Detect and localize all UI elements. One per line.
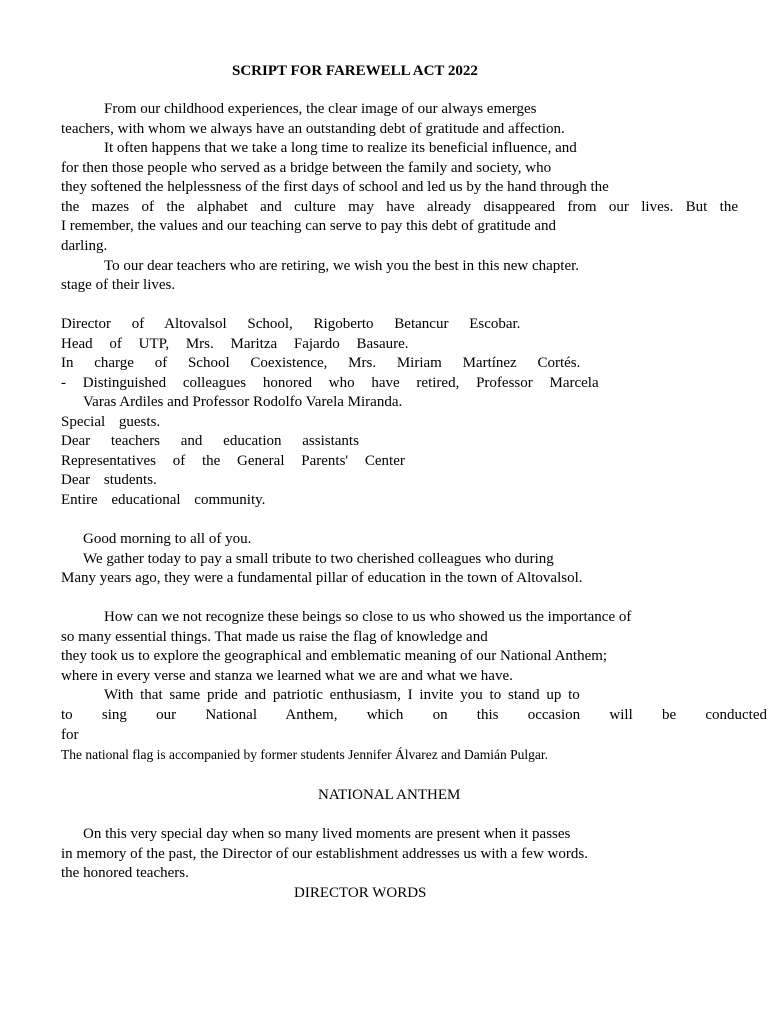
greeting-line: In charge of School Coexistence, Mrs. Miriam Martínez Cortés. (61, 355, 581, 371)
paragraph-line: It often happens that we take a long time to realize its beneficial influence, and (104, 140, 577, 156)
welcome-line: Good morning to all of you. (83, 531, 252, 547)
paragraph-line: The national flag is accompanied by former students Jennifer Álvarez and Damián Pulgar. (61, 747, 548, 762)
paragraph-line: stage of their lives. (61, 277, 176, 293)
paragraph-line: From our childhood experiences, the clear image of our always emerges (104, 101, 537, 117)
paragraph-line: they took us to explore the geographical and emblematic meaning of our National Anthem; (61, 648, 608, 664)
paragraph-line: To our dear teachers who are retiring, we wish you the best in this new chapter. (104, 258, 580, 274)
greeting-line: Dear students. (61, 472, 157, 488)
greeting-line: Varas Ardiles and Professor Rodolfo Varela Miranda. (83, 394, 403, 410)
paragraph-line: so many essential things. That made us raise the flag of knowledge and (61, 629, 488, 645)
paragraph-line: where in every verse and stanza we learned what we are and what we have. (61, 668, 513, 684)
greeting-line: - Distinguished colleagues honored who have retired, Professor Marcela (61, 375, 599, 391)
paragraph-line: On this very special day when so many lived moments are present when it passes (83, 826, 571, 842)
paragraph-line: How can we not recognize these beings so close to us who showed us the importance of (104, 609, 632, 625)
welcome-line: We gather today to pay a small tribute to two cherished colleagues who during (83, 551, 554, 567)
greeting-line: Head of UTP, Mrs. Maritza Fajardo Basaure. (61, 336, 409, 352)
paragraph-line: I remember, the values and our teaching can serve to pay this debt of gratitude and (61, 218, 557, 234)
paragraph-line: darling. (61, 238, 108, 254)
paragraph-line: teachers, with whom we always have an outstanding debt of gratitude and affection. (61, 121, 565, 137)
greeting-line: Director of Altovalsol School, Rigoberto Betancur Escobar. (61, 316, 521, 332)
greeting-line: Entire educational community. (61, 492, 266, 508)
paragraph-line: to sing our National Anthem, which on this occasion will be conducted (61, 707, 767, 723)
greeting-line: Representatives of the General Parents' Center (61, 453, 405, 469)
anthem-heading: NATIONAL ANTHEM (318, 787, 461, 803)
paragraph-line: in memory of the past, the Director of our establishment addresses us with a few words. (61, 846, 588, 862)
paragraph-line: they softened the helplessness of the first days of school and led us by the hand through the (61, 179, 609, 195)
paragraph-line: With that same pride and patriotic enthusiasm, I invite you to stand up to (104, 687, 580, 703)
paragraph-line: the mazes of the alphabet and culture may have already disappeared from our lives. But the (61, 199, 738, 215)
paragraph-line: for then those people who served as a bridge between the family and society, who (61, 160, 552, 176)
paragraph-line: for (61, 727, 79, 743)
paragraph-line: the honored teachers. (61, 865, 189, 881)
greeting-line: Special guests. (61, 414, 161, 430)
greeting-line: Dear teachers and education assistants (61, 433, 359, 449)
director-heading: DIRECTOR WORDS (294, 885, 427, 901)
document-title: SCRIPT FOR FAREWELL ACT 2022 (232, 63, 478, 79)
welcome-line: Many years ago, they were a fundamental pillar of education in the town of Altovalsol. (61, 570, 583, 586)
